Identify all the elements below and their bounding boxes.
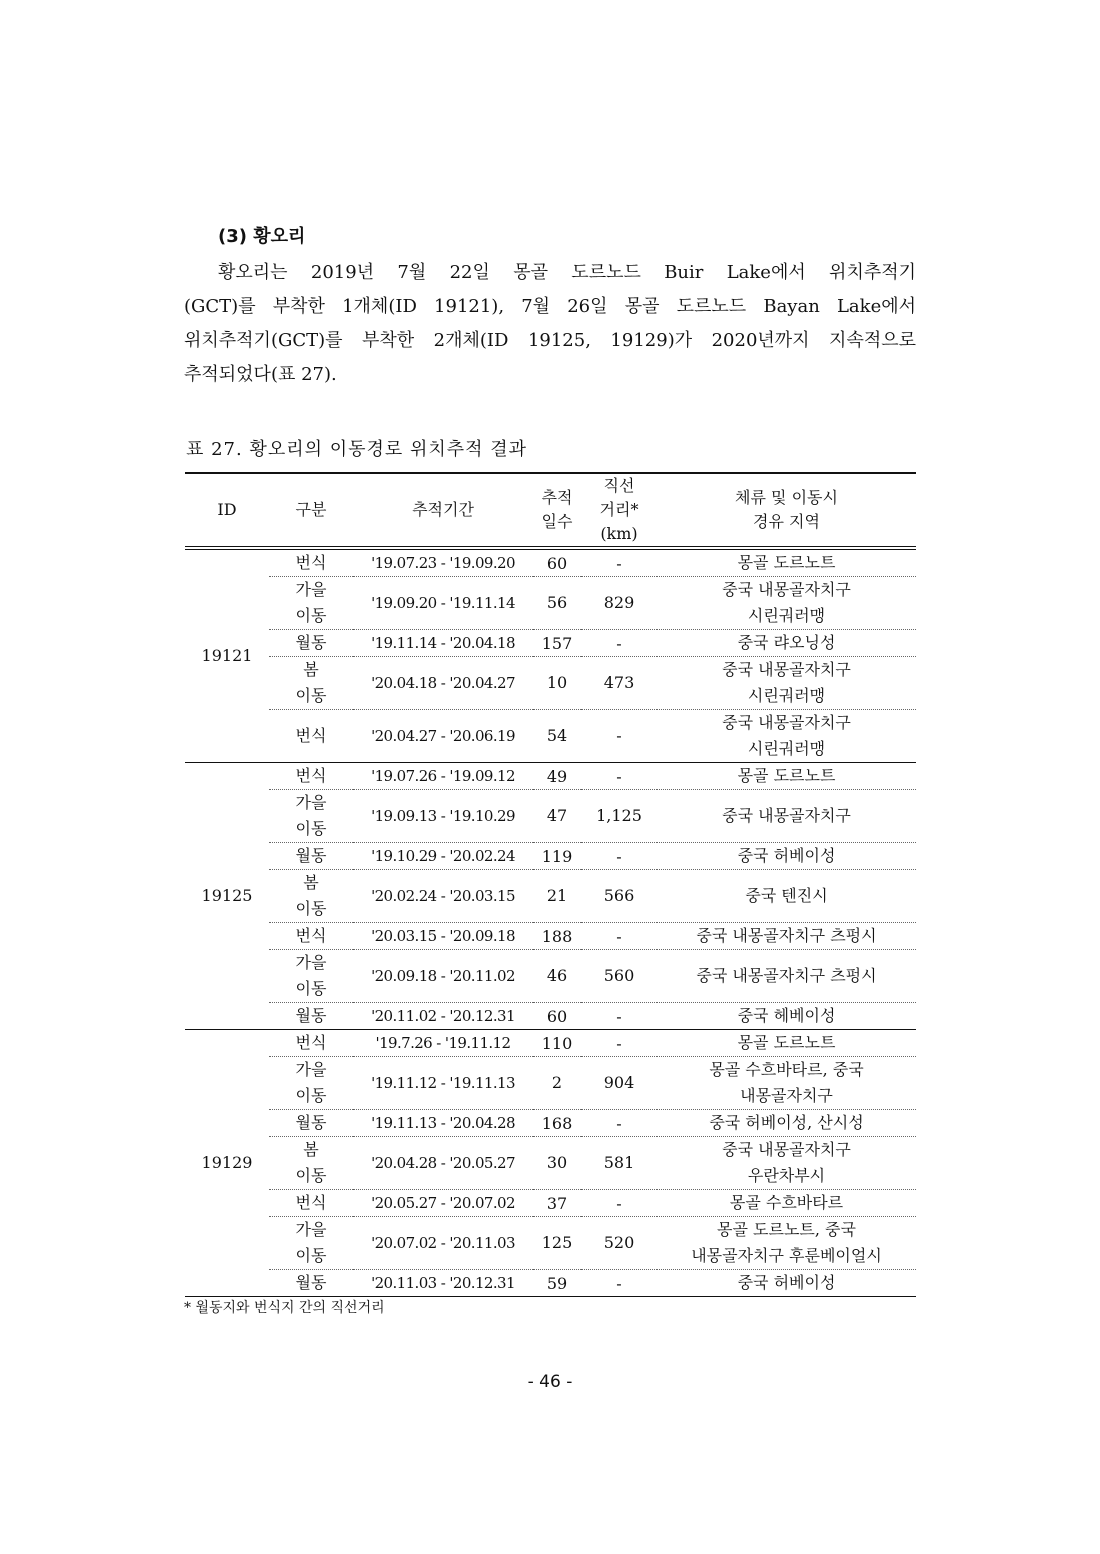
cell-period-text: '20.04.28 - '20.05.27	[371, 1154, 515, 1172]
paragraph-line: 황오리는 2019년 7월 22일 몽골 도르노드 Buir Lake에서 위치추적기	[218, 262, 916, 283]
cell-type-line: 가을	[295, 793, 327, 812]
cell-region	[657, 710, 916, 763]
cell-days: 110	[533, 1030, 581, 1057]
cell-period	[353, 1110, 533, 1137]
table-row	[185, 577, 916, 630]
cell-type	[269, 577, 353, 630]
page-number: - 46 -	[527, 1372, 573, 1392]
cell-period	[353, 1137, 533, 1190]
cell-days: 125	[533, 1217, 581, 1270]
cell-type-line: 봄	[303, 873, 319, 892]
table-row	[185, 657, 916, 710]
cell-type-line: 월동	[295, 1273, 327, 1292]
header-distance	[581, 473, 657, 548]
cell-type-line: 번식	[295, 726, 327, 745]
cell-region	[657, 1190, 916, 1217]
cell-region-line: 내몽골자치구	[740, 1086, 833, 1105]
table-row	[185, 1137, 916, 1190]
cell-type-line: 가을	[295, 1060, 327, 1079]
cell-region-line: 시린궈러맹	[747, 739, 826, 758]
cell-type-line: 이동	[295, 1086, 327, 1105]
cell-days: 30	[533, 1137, 581, 1190]
cell-days: 47	[533, 790, 581, 843]
cell-distance: 1,125	[581, 790, 657, 843]
cell-id: 19129	[185, 1030, 269, 1297]
cell-region-line: 중국 허베이성	[737, 1273, 836, 1292]
header-distance-line: (km)	[600, 524, 638, 543]
cell-type-line: 번식	[295, 926, 327, 945]
cell-days: 10	[533, 657, 581, 710]
cell-region	[657, 1030, 916, 1057]
cell-type-line: 이동	[295, 979, 327, 998]
cell-period	[353, 1270, 533, 1297]
table-row	[185, 1110, 916, 1137]
cell-region-line: 몽골 수흐바타르	[729, 1193, 844, 1212]
cell-type-line: 가을	[295, 953, 327, 972]
cell-period-text: '20.04.27 - '20.06.19	[371, 727, 515, 745]
table-row	[185, 843, 916, 870]
cell-period	[353, 763, 533, 790]
cell-period-text: '19.11.12 - '19.11.13	[371, 1074, 515, 1092]
cell-region-line: 중국 내몽골자치구	[722, 660, 851, 679]
cell-type-line: 봄	[303, 660, 319, 679]
cell-type	[269, 923, 353, 950]
cell-type-line: 이동	[295, 819, 327, 838]
cell-region-line: 중국 허베이성, 산시성	[709, 1113, 864, 1132]
cell-region	[657, 1270, 916, 1297]
cell-type-line: 이동	[295, 606, 327, 625]
table-row	[185, 923, 916, 950]
header-id: ID	[185, 473, 269, 548]
cell-region	[657, 577, 916, 630]
cell-region-line: 중국 내몽골자치구	[722, 1140, 851, 1159]
cell-distance: -	[581, 843, 657, 870]
cell-region	[657, 870, 916, 923]
cell-period-text: '20.02.24 - '20.03.15	[371, 887, 515, 905]
cell-days: 157	[533, 630, 581, 657]
cell-period-text: '20.04.18 - '20.04.27	[371, 674, 515, 692]
cell-type-line: 봄	[303, 1140, 319, 1159]
cell-days: 37	[533, 1190, 581, 1217]
table-caption: 표 27. 황오리의 이동경로 위치추적 결과	[186, 439, 528, 460]
header-period: 추적기간	[353, 473, 533, 548]
cell-region-line: 몽골 도르노트, 중국	[717, 1220, 856, 1239]
cell-region-line: 중국 내몽골자치구 츠펑시	[696, 966, 877, 985]
header-region-line: 체류 및 이동시	[735, 488, 838, 507]
cell-distance: 560	[581, 950, 657, 1003]
cell-type	[269, 1003, 353, 1030]
cell-type	[269, 1190, 353, 1217]
cell-period	[353, 923, 533, 950]
header-days	[533, 473, 581, 548]
cell-region	[657, 923, 916, 950]
cell-period-text: '20.09.18 - '20.11.02	[371, 967, 515, 985]
table-row	[185, 870, 916, 923]
cell-period	[353, 577, 533, 630]
cell-period-text: '20.11.03 - '20.12.31	[371, 1274, 515, 1292]
cell-distance: -	[581, 548, 657, 577]
header-region	[657, 473, 916, 548]
cell-period-text: '19.11.13 - '20.04.28	[371, 1114, 515, 1132]
cell-distance: -	[581, 710, 657, 763]
cell-type	[269, 1110, 353, 1137]
cell-type	[269, 763, 353, 790]
cell-region-line: 우란차부시	[747, 1166, 826, 1185]
cell-type-line: 번식	[295, 553, 327, 572]
cell-type-line: 이동	[295, 1166, 327, 1185]
paragraph-line: 추적되었다(표 27).	[184, 364, 337, 385]
table-row	[185, 1003, 916, 1030]
cell-distance: 581	[581, 1137, 657, 1190]
cell-type-line: 가을	[295, 580, 327, 599]
cell-region	[657, 1057, 916, 1110]
cell-region	[657, 630, 916, 657]
cell-region-line: 중국 텐진시	[745, 886, 828, 905]
cell-distance: -	[581, 1110, 657, 1137]
cell-region-line: 중국 내몽골자치구	[722, 580, 851, 599]
cell-region-line: 내몽골자치구 후룬베이얼시	[691, 1246, 882, 1265]
cell-region	[657, 763, 916, 790]
cell-region	[657, 657, 916, 710]
table-row	[185, 950, 916, 1003]
cell-type	[269, 1270, 353, 1297]
cell-period	[353, 1057, 533, 1110]
cell-type	[269, 1057, 353, 1110]
cell-days: 168	[533, 1110, 581, 1137]
cell-type	[269, 1137, 353, 1190]
cell-region-line: 몽골 도르노트	[737, 553, 836, 572]
cell-type-line: 이동	[295, 1246, 327, 1265]
cell-region-line: 중국 내몽골자치구 츠펑시	[696, 926, 877, 945]
cell-days: 119	[533, 843, 581, 870]
table-row	[185, 630, 916, 657]
cell-id: 19125	[185, 763, 269, 1030]
cell-period-text: '20.03.15 - '20.09.18	[371, 927, 515, 945]
cell-days: 49	[533, 763, 581, 790]
cell-type-line: 번식	[295, 1193, 327, 1212]
cell-period	[353, 870, 533, 923]
table-footnote: * 월동지와 번식지 간의 직선거리	[184, 1300, 385, 1316]
cell-region-line: 중국 허베이성	[737, 846, 836, 865]
header-distance-line: 거리*	[599, 500, 639, 519]
cell-days: 56	[533, 577, 581, 630]
cell-distance: -	[581, 1270, 657, 1297]
cell-region	[657, 1110, 916, 1137]
section-heading: (3) 황오리	[218, 226, 306, 247]
cell-region-line: 몽골 도르노트	[737, 1033, 836, 1052]
cell-region	[657, 1137, 916, 1190]
cell-days: 60	[533, 1003, 581, 1030]
cell-type-line: 월동	[295, 633, 327, 652]
cell-region-line: 중국 내몽골자치구	[722, 806, 851, 825]
cell-region-line: 시린궈러맹	[747, 686, 826, 705]
cell-region-line: 몽골 도르노트	[737, 766, 836, 785]
paragraph-line: (GCT)를 부착한 1개체(ID 19121), 7월 26일 몽골 도르노드 Bayan Lake에서	[184, 296, 916, 317]
cell-distance: 904	[581, 1057, 657, 1110]
cell-distance: 829	[581, 577, 657, 630]
table-row	[185, 1057, 916, 1110]
cell-days: 188	[533, 923, 581, 950]
cell-period-text: '19.11.14 - '20.04.18	[371, 634, 515, 652]
cell-period-text: '19.09.20 - '19.11.14	[371, 594, 515, 612]
table-row	[185, 1190, 916, 1217]
cell-type-line: 월동	[295, 1113, 327, 1132]
header-days-line: 일수	[541, 512, 573, 531]
table-row	[185, 1270, 916, 1297]
cell-period	[353, 1003, 533, 1030]
cell-period-text: '20.05.27 - '20.07.02	[371, 1194, 515, 1212]
cell-period-text: '19.7.26 - '19.11.12	[375, 1034, 511, 1052]
cell-distance: -	[581, 763, 657, 790]
cell-days: 60	[533, 548, 581, 577]
cell-type-line: 번식	[295, 1033, 327, 1052]
cell-region	[657, 548, 916, 577]
cell-type	[269, 657, 353, 710]
cell-type	[269, 1030, 353, 1057]
cell-distance: 473	[581, 657, 657, 710]
cell-id: 19121	[185, 548, 269, 763]
header-type: 구분	[269, 473, 353, 548]
cell-period	[353, 548, 533, 577]
cell-type-line: 이동	[295, 686, 327, 705]
cell-period	[353, 1030, 533, 1057]
cell-period-text: '19.07.26 - '19.09.12	[371, 767, 515, 785]
header-days-line: 추적	[541, 488, 573, 507]
cell-type	[269, 1217, 353, 1270]
cell-period-text: '19.10.29 - '20.02.24	[371, 847, 515, 865]
cell-type-line: 월동	[295, 846, 327, 865]
cell-type-line: 가을	[295, 1220, 327, 1239]
cell-distance: 520	[581, 1217, 657, 1270]
cell-days: 54	[533, 710, 581, 763]
cell-type	[269, 843, 353, 870]
table-row	[185, 763, 916, 790]
table-row	[185, 710, 916, 763]
cell-region	[657, 843, 916, 870]
table-row	[185, 1217, 916, 1270]
cell-distance: -	[581, 1190, 657, 1217]
cell-period	[353, 843, 533, 870]
cell-region-line: 중국 내몽골자치구	[722, 713, 851, 732]
cell-type	[269, 548, 353, 577]
cell-period	[353, 710, 533, 763]
cell-region-line: 중국 랴오닝성	[737, 633, 836, 652]
body-paragraph	[184, 256, 916, 392]
cell-period	[353, 790, 533, 843]
cell-distance: -	[581, 923, 657, 950]
cell-type-line: 이동	[295, 899, 327, 918]
table-row	[185, 548, 916, 577]
cell-period-text: '19.09.13 - '19.10.29	[371, 807, 515, 825]
cell-region	[657, 790, 916, 843]
cell-period	[353, 950, 533, 1003]
cell-period	[353, 630, 533, 657]
cell-days: 46	[533, 950, 581, 1003]
cell-type	[269, 710, 353, 763]
cell-type	[269, 630, 353, 657]
cell-region-line: 중국 헤베이성	[737, 1006, 836, 1025]
cell-type-line: 번식	[295, 766, 327, 785]
table-header-row	[185, 473, 916, 548]
table-row	[185, 1030, 916, 1057]
header-distance-line: 직선	[603, 476, 635, 495]
tracking-results-table	[185, 472, 916, 1297]
cell-period-text: '20.11.02 - '20.12.31	[371, 1007, 515, 1025]
cell-distance: -	[581, 1003, 657, 1030]
cell-distance: -	[581, 630, 657, 657]
cell-type-line: 월동	[295, 1006, 327, 1025]
cell-region	[657, 950, 916, 1003]
cell-region	[657, 1217, 916, 1270]
cell-type	[269, 790, 353, 843]
cell-region-line: 몽골 수흐바타르, 중국	[709, 1060, 864, 1079]
cell-period-text: '20.07.02 - '20.11.03	[371, 1234, 515, 1252]
header-region-line: 경유 지역	[753, 512, 820, 531]
cell-period	[353, 1190, 533, 1217]
cell-region-line: 시린궈러맹	[747, 606, 826, 625]
cell-days: 21	[533, 870, 581, 923]
cell-period	[353, 1217, 533, 1270]
cell-region	[657, 1003, 916, 1030]
cell-days: 59	[533, 1270, 581, 1297]
cell-type	[269, 870, 353, 923]
cell-period-text: '19.07.23 - '19.09.20	[371, 554, 515, 572]
cell-distance: -	[581, 1030, 657, 1057]
cell-days: 2	[533, 1057, 581, 1110]
cell-type	[269, 950, 353, 1003]
table-row	[185, 790, 916, 843]
cell-period	[353, 657, 533, 710]
cell-distance: 566	[581, 870, 657, 923]
paragraph-line: 위치추적기(GCT)를 부착한 2개체(ID 19125, 19129)가 2020년까지 지속적으로	[184, 330, 916, 351]
